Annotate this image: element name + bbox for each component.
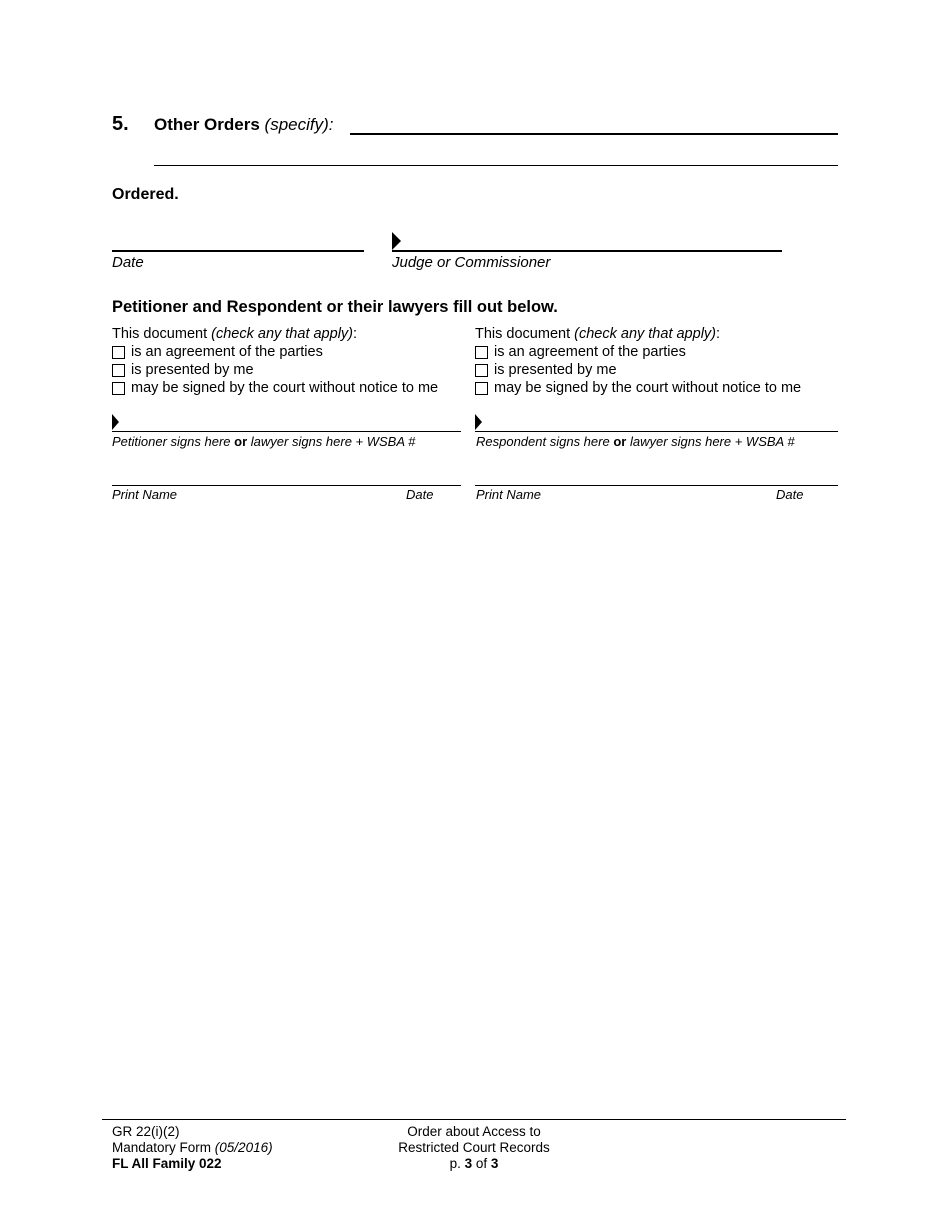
petitioner-column — [112, 325, 438, 397]
petitioner-option-label: is presented by me — [131, 362, 254, 378]
footer-page-of: of — [475, 1156, 488, 1171]
petitioner-option-agreement[interactable] — [112, 343, 438, 361]
ordered-label: Ordered. — [112, 186, 179, 203]
petitioner-doc-label — [112, 325, 438, 343]
parties-heading: Petitioner and Respondent or their lawyers fill out below. — [112, 298, 558, 316]
footer-page-num: 3 — [464, 1156, 473, 1171]
footer-page-total: 3 — [490, 1156, 499, 1171]
footer-rule — [102, 1119, 846, 1120]
respondent-option-label: may be signed by the court without notice to me — [494, 380, 802, 396]
respondent-option-agreement[interactable] — [475, 343, 801, 361]
sign-arrow-icon — [392, 232, 401, 250]
date-label: Date — [112, 254, 144, 271]
judge-signature-line[interactable] — [392, 250, 782, 252]
checkbox-icon[interactable] — [112, 364, 125, 377]
sign-arrow-icon — [112, 414, 119, 430]
checkbox-icon[interactable] — [112, 346, 125, 359]
petitioner-option-label: may be signed by the court without notice to me — [131, 380, 439, 396]
date-line[interactable] — [112, 250, 364, 252]
petitioner-sign-label — [112, 434, 415, 449]
checkbox-icon[interactable] — [112, 382, 125, 395]
petitioner-doc-colon: : — [353, 326, 358, 342]
footer-center — [374, 1124, 574, 1172]
respondent-sign-label — [476, 434, 795, 449]
petitioner-sign-or: or — [234, 434, 248, 449]
respondent-sign-b: lawyer signs here + WSBA # — [629, 434, 795, 449]
footer-rule-id: GR 22(i)(2) — [112, 1124, 180, 1139]
respondent-print-name-label: Print Name — [476, 487, 542, 502]
petitioner-option-label: is an agreement of the parties — [131, 344, 323, 360]
respondent-date-label: Date — [776, 487, 804, 502]
other-orders-line-2[interactable] — [154, 165, 838, 166]
respondent-option-label: is an agreement of the parties — [494, 344, 686, 360]
footer-page-prefix: p. — [449, 1156, 461, 1171]
footer-form-id: FL All Family 022 — [112, 1156, 222, 1171]
checkbox-icon[interactable] — [475, 364, 488, 377]
checkbox-icon[interactable] — [475, 382, 488, 395]
petitioner-print-name-line[interactable] — [112, 485, 461, 486]
section-number: 5. — [112, 113, 129, 135]
sign-arrow-icon — [475, 414, 482, 430]
petitioner-sign-a: Petitioner signs here — [112, 434, 231, 449]
respondent-option-label: is presented by me — [494, 362, 617, 378]
respondent-print-name-line[interactable] — [475, 485, 838, 486]
footer-form-line — [112, 1140, 273, 1156]
respondent-option-no-notice[interactable] — [475, 379, 801, 397]
petitioner-doc-check: (check any that apply) — [211, 326, 353, 342]
footer-form-date: (05/2016) — [214, 1140, 273, 1155]
footer-page — [374, 1156, 574, 1172]
respondent-signature-line[interactable] — [475, 431, 838, 432]
section-specify: (specify): — [264, 115, 334, 134]
respondent-doc-colon: : — [716, 326, 721, 342]
section-title-text: Other Orders — [154, 115, 260, 134]
footer-title-line2: Restricted Court Records — [398, 1140, 550, 1155]
other-orders-line-1[interactable] — [350, 133, 838, 135]
respondent-doc-check: (check any that apply) — [574, 326, 716, 342]
respondent-option-presented[interactable] — [475, 361, 801, 379]
respondent-doc-label — [475, 325, 801, 343]
petitioner-signature-line[interactable] — [112, 431, 461, 432]
respondent-doc-prefix: This document — [475, 326, 571, 342]
petitioner-option-presented[interactable] — [112, 361, 438, 379]
petitioner-print-name-label: Print Name — [112, 487, 178, 502]
petitioner-option-no-notice[interactable] — [112, 379, 438, 397]
checkbox-icon[interactable] — [475, 346, 488, 359]
footer-left — [112, 1124, 273, 1172]
footer-title-line1: Order about Access to — [407, 1124, 541, 1139]
petitioner-sign-b: lawyer signs here + WSBA # — [250, 434, 416, 449]
respondent-sign-or: or — [613, 434, 627, 449]
footer-form-prefix: Mandatory Form — [112, 1140, 212, 1155]
section-title — [154, 115, 334, 135]
petitioner-doc-prefix: This document — [112, 326, 208, 342]
judge-label: Judge or Commissioner — [392, 254, 551, 271]
respondent-column — [475, 325, 801, 397]
petitioner-date-label: Date — [406, 487, 434, 502]
respondent-sign-a: Respondent signs here — [476, 434, 610, 449]
